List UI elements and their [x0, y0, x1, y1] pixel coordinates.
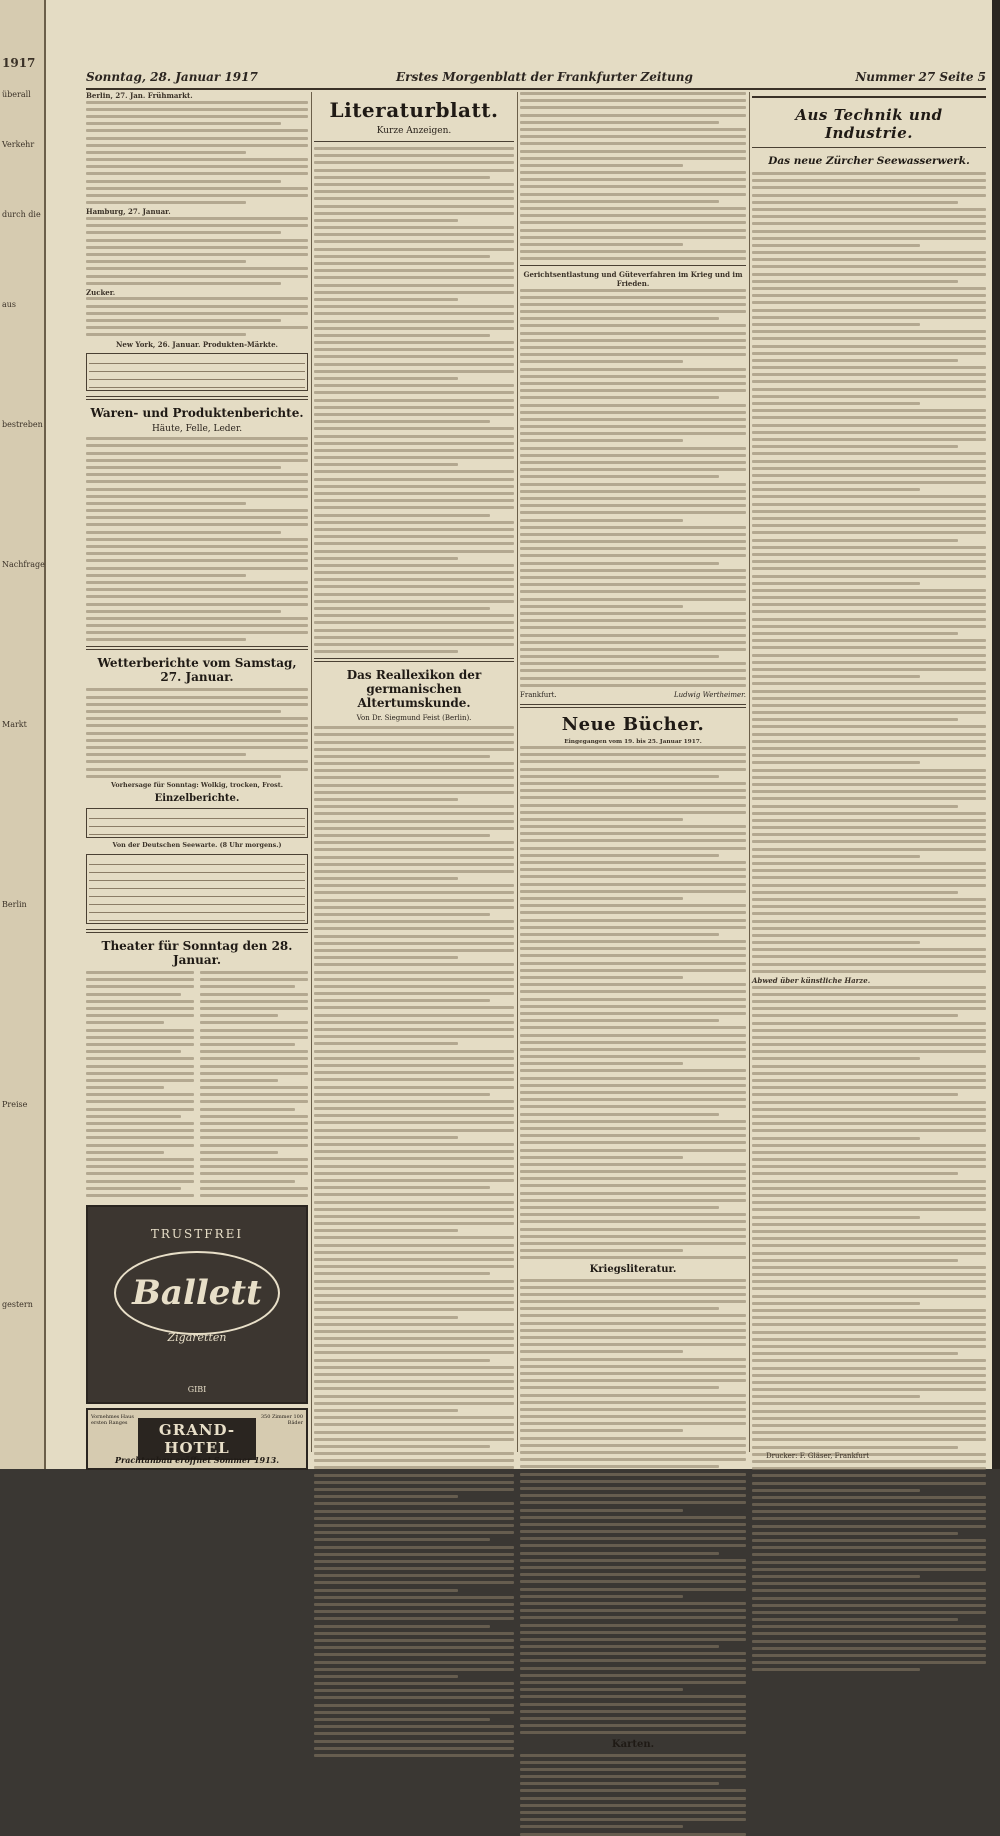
article-byline: Von Dr. Siegmund Feist (Berlin). [356, 714, 472, 723]
ad-maker: GIBI [187, 1385, 207, 1395]
market-report-lead: Zucker. [86, 287, 116, 297]
column-rule [311, 92, 312, 1452]
article-lead: Abwed über künstliche Harze. [752, 976, 871, 985]
observations-heading: Einzelberichte. [154, 793, 240, 805]
book-list [520, 1754, 746, 1836]
waren-subheading: Häute, Felle, Leder. [151, 424, 243, 435]
printer-note: Drucker: F. Gläser, Frankfurt [766, 1452, 870, 1460]
newyork-heading: New York, 26. Januar. Produkten-Märkte. [116, 339, 278, 349]
adjacent-page-edge [0, 0, 46, 1469]
ad-product: Zigaretten [167, 1331, 227, 1345]
weather-heading: Wetterberichte vom Samstag, 27. Januar. [97, 656, 297, 685]
theater-listing [86, 971, 194, 1201]
section-subtitle: Kurze Anzeigen. [376, 126, 452, 136]
adjacent-page-fragment: überall [2, 90, 31, 99]
section-title: Aus Technik und Industrie. [795, 106, 943, 142]
article-text [752, 172, 986, 973]
adjacent-page-fragment: durch die [2, 210, 41, 219]
price-table [86, 353, 308, 391]
weather-forecast: Vorhersage für Sonntag: Wolkig, trocken, Frost. [111, 780, 283, 789]
section-title: Literaturblatt. [329, 98, 499, 122]
station-table [86, 854, 308, 924]
adjacent-page-fragment: Nachfrage [2, 560, 45, 569]
column-law-books [520, 92, 746, 1750]
column-literature [314, 92, 514, 1457]
grand-hotel-ad [86, 1408, 308, 1470]
text-block [86, 217, 308, 285]
hotel-ad-right-note: 350 Zimmer 100 Bäder [260, 1414, 303, 1427]
book-list [520, 1279, 746, 1735]
author-signature: Ludwig Wertheimer. [674, 691, 746, 699]
ad-brand-name: Ballett [114, 1251, 280, 1335]
column-rule [517, 92, 518, 1452]
column-technology [752, 92, 986, 1457]
adjacent-page-fragment: Preise [2, 1100, 28, 1109]
scan-edge [992, 0, 1000, 1469]
column-rule [749, 92, 750, 1452]
issue-date: Sonntag, 28. Januar 1917 [86, 70, 258, 84]
ballett-cigarettes-ad [86, 1205, 308, 1404]
dateline-place: Frankfurt. [520, 691, 557, 699]
article-title: Das neue Zürcher Seewasserwerk. [768, 155, 970, 167]
page-number: Nummer 27 Seite 5 [855, 70, 986, 84]
article-text [314, 726, 514, 1757]
hotel-ad-left-note: Vornehmes Haus ersten Ranges [91, 1414, 134, 1427]
text-block [86, 101, 308, 205]
text-block [86, 688, 308, 777]
article-text [520, 289, 746, 687]
market-report-lead: Berlin, 27. Jan. Frühmarkt. [86, 91, 193, 100]
book-list [520, 746, 746, 1259]
books-heading: Neue Bücher. [561, 714, 705, 735]
theater-listing [200, 971, 308, 1201]
masthead [86, 70, 986, 90]
adjacent-page-fragment: Verkehr [2, 140, 35, 149]
text-block [86, 437, 308, 641]
adjacent-page-fragment: gestern [2, 1300, 33, 1309]
ad-tagline: TRUSTFREI [150, 1227, 244, 1242]
article-text [752, 986, 986, 1672]
adjacent-page-year: 1917 [2, 56, 36, 70]
adjacent-page-fragment: Berlin [2, 900, 27, 909]
text-block [86, 297, 308, 336]
article-text [314, 147, 514, 653]
maps-heading: Karten. [611, 1738, 655, 1750]
hotel-ad-slogan: Prachtanbau eröffnet Sommer 1913. [114, 1455, 279, 1466]
adjacent-page-fragment: aus [2, 300, 17, 309]
market-report-lead: Hamburg, 27. Januar. [86, 207, 171, 217]
adjacent-page-fragment: bestreben [2, 420, 43, 429]
books-subheading: Eingegangen vom 19. bis 25. Januar 1917. [564, 739, 702, 745]
seewarte-heading: Von der Deutschen Seewarte. (8 Uhr morgens.) [112, 841, 282, 850]
article-title: Das Reallexikon der germanischen Altertumskunde. [346, 668, 482, 711]
weather-table [86, 808, 308, 838]
newspaper-page [46, 0, 992, 1750]
theater-heading: Theater für Sonntag den 28. Januar. [101, 939, 293, 968]
edition-title: Erstes Morgenblatt der Frankfurter Zeitung [396, 70, 693, 84]
article-title: Gerichtsentlastung und Güteverfahren im Krieg und im Frieden. [523, 270, 743, 288]
hotel-name: GRAND-HOTEL [138, 1418, 256, 1460]
adjacent-page-fragment: Markt [2, 720, 27, 729]
war-literature-heading: Kriegsliteratur. [589, 1263, 677, 1275]
column-markets [86, 91, 308, 1466]
article-text [520, 92, 746, 260]
waren-heading: Waren- und Produktenberichte. [90, 406, 304, 421]
